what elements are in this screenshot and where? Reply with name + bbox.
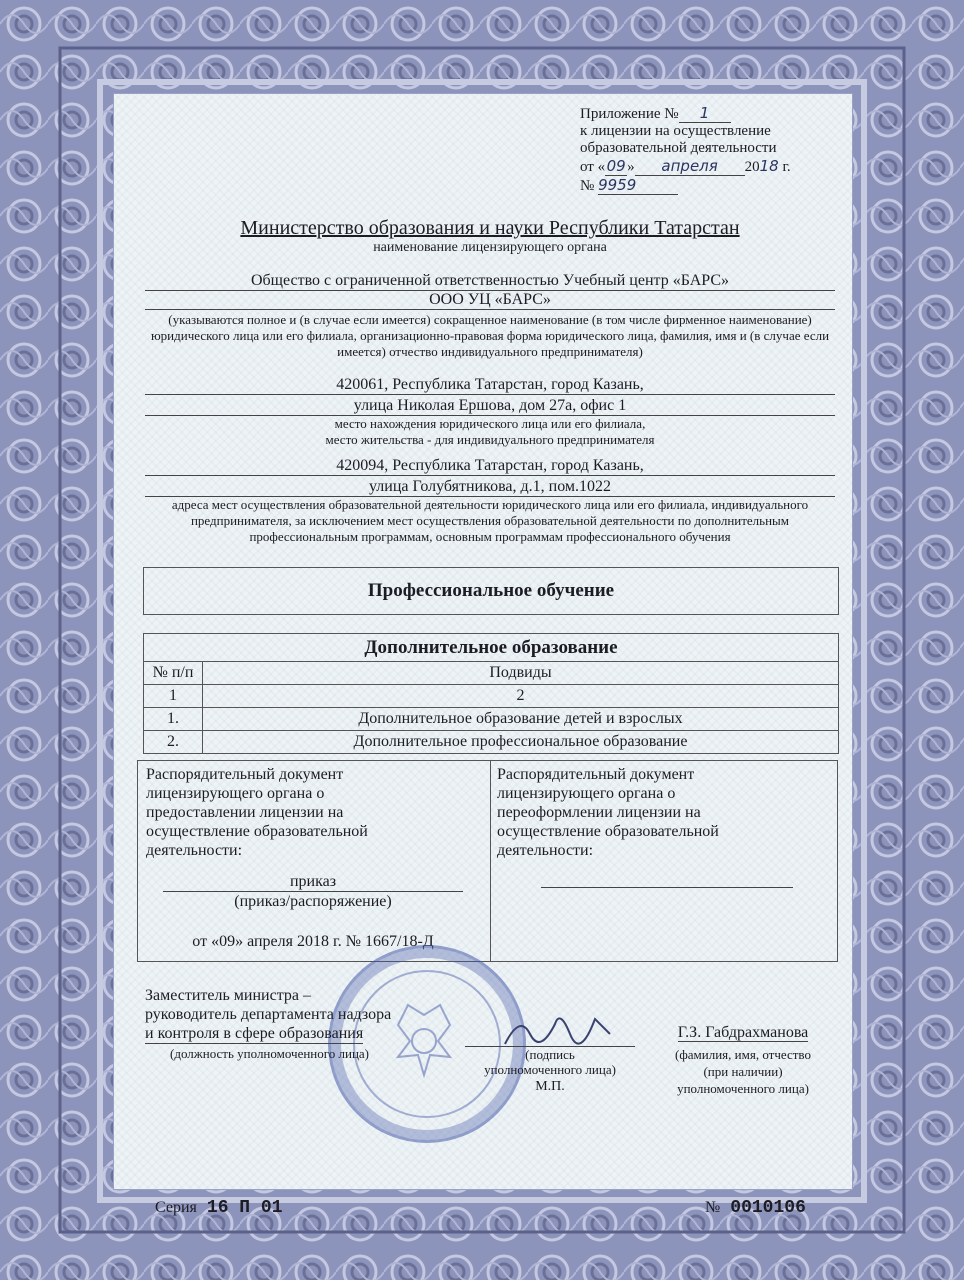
decision-right-blank-line [541, 887, 793, 888]
appendix-header: Приложение № 1 к лицензии на осуществление образовательной деятельности от «09» апреля 2018 г. № 9959 [580, 104, 791, 194]
appendix-year-prefix: 20 [744, 159, 760, 175]
name-caption-block [648, 1046, 838, 1097]
row-name: Дополнительное профессиональное образование [203, 731, 839, 754]
additional-education-title: Дополнительное образование [364, 637, 618, 658]
signature-caption1: (подпись [465, 1046, 635, 1063]
row-num: 2. [144, 731, 203, 754]
appendix-year-end: г. [782, 159, 791, 175]
position-line2: руководитель департамента надзора [145, 1006, 392, 1023]
decision-left-doc-ref: от «09» апреля 2018 г. № 1667/18-Д [192, 933, 434, 950]
table-header-row [144, 662, 839, 685]
professional-training-box [143, 567, 839, 615]
appendix-year-suffix: 18 [759, 157, 779, 175]
legal-address-caption2: место жительства - для индивидуального предпринимателя [325, 432, 655, 447]
decision-left-doc-type: приказ [163, 873, 463, 892]
appendix-day: 09 [606, 157, 626, 175]
signature-caption2: уполномоченного лица) [484, 1062, 616, 1077]
position-caption: (должность уполномоченного лица) [170, 1046, 370, 1061]
legal-address-line2: улица Николая Ершова, дом 27а, офис 1 [145, 397, 835, 416]
additional-education-header [143, 633, 839, 662]
row-num: 1. [144, 708, 203, 731]
table-index-row [144, 685, 839, 708]
professional-training-title: Профессиональное обучение [367, 580, 615, 601]
authority-caption: наименование лицензирующего органа [373, 240, 607, 255]
legal-address-line1: 420061, Республика Татарстан, город Казань, [145, 376, 835, 395]
official-seal [328, 945, 526, 1143]
licensee-short-name: ООО УЦ «БАРС» [145, 291, 835, 310]
col-num-header: № п/п [144, 662, 203, 685]
activity-address-line2: улица Голубятникова, д.1, пом.1022 [145, 478, 835, 497]
licensee-block [145, 272, 835, 360]
appendix-reg-number: 9959 [598, 176, 678, 195]
table-row [144, 731, 839, 754]
name-caption2: (при наличии) [703, 1064, 783, 1079]
decision-left-box [137, 760, 491, 962]
appendix-number: 1 [679, 104, 731, 123]
decision-right-text: Распорядительный документ лицензирующего органа о переоформлении лицензии на осуществление образовательной деятельности: [497, 766, 719, 859]
appendix-line2: к лицензии на осуществление [580, 123, 771, 139]
appendix-reg-label: № [580, 178, 595, 194]
col-sub-header: Подвиды [203, 662, 839, 685]
appendix-from-label: от « [580, 159, 606, 175]
index-col2: 2 [203, 685, 839, 708]
decision-left-text: Распорядительный документ лицензирующего органа о предоставлении лицензии на осуществление образовательной деятельности: [146, 766, 368, 859]
decision-right-box [489, 760, 838, 962]
name-caption1: (фамилия, имя, отчество [675, 1047, 811, 1062]
activity-address-caption: адреса мест осуществления образовательной деятельности юридического лица или его филиала, индивидуального предпринимателя, за исключением мест осуществления образовательной деятельности по дополнительным профессиональным программам, основным программам профессионального обучения [171, 497, 809, 544]
decision-left-doc-caption: (приказ/распоряжение) [234, 893, 392, 910]
subtypes-table [143, 661, 839, 754]
index-col1: 1 [144, 685, 203, 708]
form-number-value: 0010106 [730, 1198, 806, 1218]
position-line3: и контроля в сфере образования [145, 1025, 364, 1042]
form-number-block [705, 1198, 806, 1218]
position-line1: Заместитель министра – [145, 987, 311, 1004]
activity-address-block [145, 457, 835, 545]
appendix-line3: образовательной деятельности [580, 140, 777, 156]
activity-address-line1: 420094, Республика Татарстан, город Казань, [145, 457, 835, 476]
licensee-caption: (указываются полное и (в случае если имеется) сокращенное наименование (в том числе фирменное наименование) юридического лица или его филиала, организационно-правовая форма юридического лица, фамилия, имя и (в случае если имеется) отчество индивидуального предпринимателя) [150, 312, 830, 359]
authority-block [150, 217, 830, 256]
mp-label: М.П. [535, 1079, 565, 1094]
series-block [155, 1198, 283, 1218]
signatory-position [145, 986, 391, 1044]
authority-name: Министерство образования и науки Республики Татарстан [240, 217, 740, 239]
table-row [144, 708, 839, 731]
appendix-label: Приложение № [580, 106, 679, 122]
signatory-name: Г.З. Габдрахманова [677, 1024, 809, 1041]
series-value: 16 П 01 [206, 1198, 283, 1218]
legal-address-caption1: место нахождения юридического лица или его филиала, [334, 416, 646, 431]
legal-address-block [145, 376, 835, 448]
name-caption3: уполномоченного лица) [677, 1081, 809, 1096]
licensee-full-name: Общество с ограниченной ответственностью Учебный центр «БАРС» [145, 272, 835, 291]
appendix-month: апреля [635, 157, 745, 176]
row-name: Дополнительное образование детей и взрослых [203, 708, 839, 731]
form-number-label: № [705, 1199, 721, 1216]
series-label: Серия [155, 1199, 197, 1216]
